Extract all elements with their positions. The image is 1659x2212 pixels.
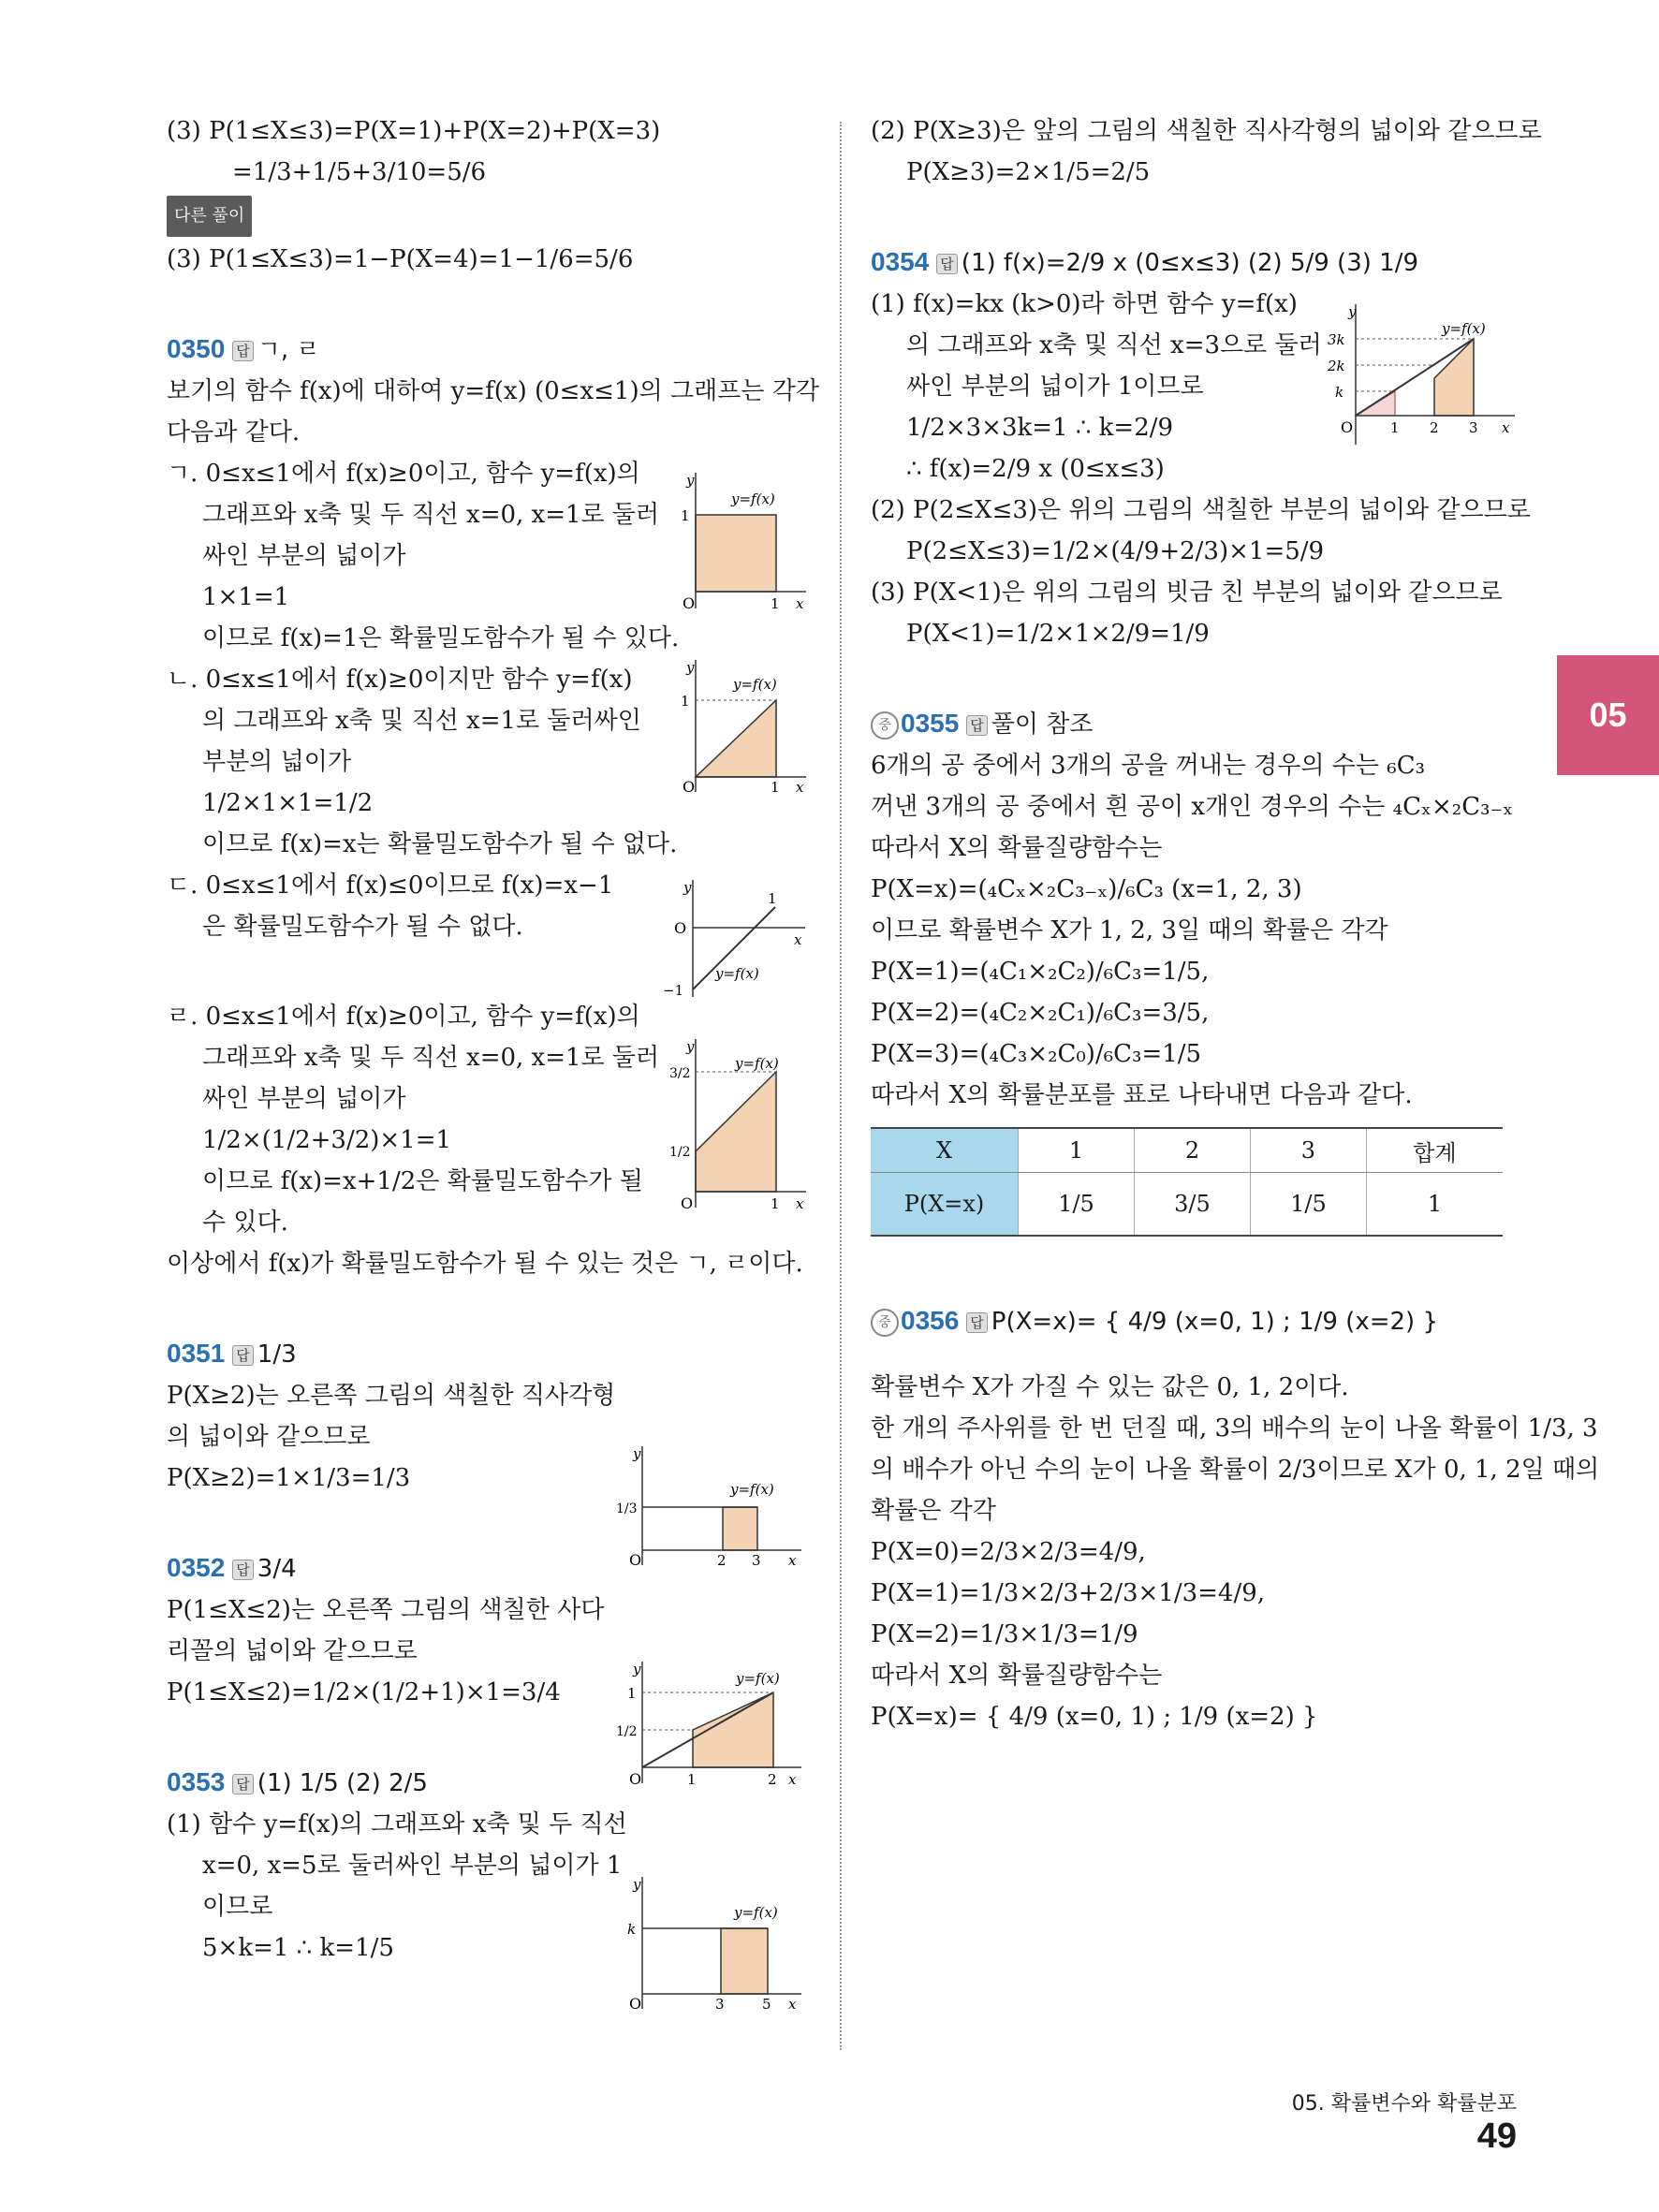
tick-x1: 1	[771, 779, 780, 796]
problem-number: 0351	[167, 1339, 226, 1368]
table-row	[871, 1128, 1503, 1173]
text-line	[871, 1451, 1600, 1488]
answer-text: P(X=x)= { 4/9 (x=0, 1) ; 1/9 (x=2) }	[991, 1308, 1438, 1336]
line-text: 1/2×3×3k=1 ∴ k=2/9	[906, 414, 1174, 442]
line-text: P(X<1)=1/2×1×2/9=1/9	[906, 620, 1210, 648]
answer-text: (1) f(x)=2/9 x (0≤x≤3) (2) 5/9 (3) 1/9	[961, 249, 1418, 277]
x-axis-label: x	[794, 931, 802, 948]
distribution-table	[871, 1127, 1503, 1237]
chapter-tab[interactable]: 05	[1557, 655, 1659, 775]
tick-k: k	[1335, 384, 1344, 401]
text-line	[167, 998, 813, 1035]
line-text: P(X=2)=(₄C₂×₂C₁)/₆C₃=3/5,	[871, 999, 1210, 1027]
fx-label: y=f(x)	[731, 491, 775, 507]
problem-heading	[167, 1335, 813, 1373]
tick-1: 1	[681, 507, 690, 524]
origin-label: O	[629, 1770, 642, 1788]
fx-label: y=f(x)	[733, 676, 777, 693]
line-text: P(X≥2)=1×1/3=1/3	[167, 1464, 411, 1492]
line-text: 보기의 함수 f(x)에 대하여 y=f(x) (0≤x≤1)의 그래프는 각각	[167, 377, 819, 405]
line-text: ㄷ. 0≤x≤1에서 f(x)≤0이므로 f(x)=x−1	[167, 872, 614, 900]
line-text: (2) P(2≤X≤3)은 위의 그림의 색칠한 부분의 넓이와 같으므로	[871, 496, 1531, 524]
problem-heading	[871, 243, 1517, 282]
line-text: P(1≤X≤2)=1/2×(1/2+1)×1=3/4	[167, 1678, 561, 1707]
line-text: 싸인 부분의 넓이가 1이므로	[906, 373, 1204, 401]
line-text: 그래프와 x축 및 두 직선 x=0, x=1로 둘러	[202, 1044, 660, 1072]
text-line	[871, 533, 1517, 570]
problem-heading	[871, 1302, 1517, 1340]
table-cell: 3/5	[1134, 1173, 1250, 1237]
line-text: 이므로 f(x)=x는 확률밀도함수가 될 수 없다.	[202, 830, 678, 858]
line-text: 그래프와 x축 및 두 직선 x=0, x=1로 둘러	[202, 501, 660, 529]
x-axis-label: x	[788, 1771, 797, 1788]
line-text: =1/3+1/5+3/10=5/6	[232, 158, 487, 186]
tick-x3: 3	[715, 1996, 725, 2013]
line-text: 1×1=1	[202, 583, 290, 611]
line-text: 다음과 같다.	[167, 418, 301, 447]
text-line	[871, 953, 1517, 990]
text-line	[871, 1698, 1517, 1736]
line-text: 따라서 X의 확률질량함수는	[871, 1662, 1163, 1690]
fx-label: y=f(x)	[736, 1670, 780, 1687]
line-text: 확률변수 X가 가질 수 있는 값은 0, 1, 2이다.	[871, 1373, 1349, 1401]
line-text: P(X=2)=1/3×1/3=1/9	[871, 1620, 1138, 1648]
line-text: 이므로	[202, 1893, 273, 1921]
text-line	[871, 615, 1517, 652]
line-text: P(X=0)=2/3×2/3=4/9,	[871, 1538, 1146, 1566]
spacer	[167, 282, 813, 306]
line-text: 6개의 공 중에서 3개의 공을 꺼내는 경우의 수는 ₆C₃	[871, 752, 1426, 780]
text-line	[871, 1369, 1517, 1406]
problem-number: 0352	[167, 1553, 226, 1582]
text-line	[871, 1657, 1517, 1694]
tick-3-2: 3/2	[669, 1066, 691, 1081]
text-line	[167, 1245, 813, 1282]
line-text: 따라서 X의 확률분포를 표로 나타내면 다음과 같다.	[871, 1081, 1413, 1109]
line-text: ㄴ. 0≤x≤1에서 f(x)≥0이지만 함수 y=f(x)	[167, 666, 633, 694]
tick-x3: 3	[752, 1552, 761, 1568]
text-line	[167, 241, 813, 278]
text-line	[167, 1377, 813, 1414]
y-axis-label: y	[633, 1661, 641, 1677]
table-row-header: X	[871, 1128, 1019, 1173]
text-line	[167, 826, 813, 863]
origin-label: O	[629, 1995, 642, 2013]
answer-badge: 답	[936, 254, 958, 274]
tick-neg1: −1	[663, 982, 684, 999]
line-text: 이상에서 f(x)가 확률밀도함수가 될 수 있는 것은 ㄱ, ㄹ이다.	[167, 1250, 803, 1278]
tick-x3: 3	[1469, 419, 1478, 436]
answer-text: (1) 1/5 (2) 2/5	[257, 1769, 428, 1797]
spacer	[871, 1344, 1517, 1369]
distribution-table-wrap	[871, 1127, 1517, 1237]
table-cell: 1/5	[1019, 1173, 1135, 1237]
table-cell: 합계	[1366, 1128, 1503, 1173]
text-line	[871, 1533, 1517, 1571]
line-text: 의 그래프와 x축 및 직선 x=1로 둘러싸인	[202, 707, 641, 735]
table-cell: 1	[1366, 1173, 1503, 1237]
origin-label: O	[683, 594, 696, 612]
tick-x1: 1	[687, 1771, 697, 1788]
table-row-header: P(X=x)	[871, 1173, 1019, 1237]
line-text: 싸인 부분의 넓이가	[202, 542, 406, 570]
x-axis-label: x	[796, 1195, 804, 1212]
graph-0350-d	[668, 1034, 808, 1212]
table-row	[871, 1173, 1503, 1237]
x-axis-label: x	[788, 1552, 797, 1568]
x-axis-label: x	[796, 779, 804, 796]
text-line	[167, 620, 813, 657]
problem-heading	[871, 705, 1517, 743]
fx-label: y=f(x)	[1442, 320, 1486, 337]
problem-number: 0350	[167, 334, 226, 363]
x-axis-label: x	[1502, 419, 1510, 436]
line-text: 수 있다.	[202, 1209, 288, 1237]
tick-2k: 2k	[1328, 358, 1345, 374]
line-text: 1/2×(1/2+3/2)×1=1	[202, 1126, 452, 1154]
text-line	[871, 112, 1542, 150]
line-text: 싸인 부분의 넓이가	[202, 1085, 406, 1113]
text-line	[871, 829, 1517, 867]
line-text: 5×k=1 ∴ k=1/5	[202, 1934, 394, 1962]
y-axis-label: y	[686, 1038, 695, 1055]
answer-text: 3/4	[257, 1555, 297, 1583]
line-text: 의 배수가 아닌 수의 눈이 나올 확률이 2/3이므로 X가 0, 1, 2일 때의	[871, 1456, 1600, 1484]
line-text: (1) f(x)=kx (k>0)라 하면 함수 y=f(x)	[871, 290, 1298, 318]
origin-label: O	[1341, 418, 1354, 436]
line-text: P(X=3)=(₄C₃×₂C₀)/₆C₃=1/5	[871, 1040, 1202, 1068]
line-text: P(X≥3)=2×1/5=2/5	[906, 158, 1151, 186]
table-cell: 2	[1134, 1128, 1250, 1173]
table-cell: 3	[1250, 1128, 1366, 1173]
origin-label: O	[681, 1194, 694, 1212]
graph-0350-c	[655, 875, 810, 1002]
line-text: (1) 함수 y=f(x)의 그래프와 x축 및 두 직선	[167, 1810, 627, 1838]
problem-number: 0356	[901, 1306, 960, 1335]
y-axis-label: y	[1348, 303, 1357, 320]
line-text: (2) P(X≥3)은 앞의 그림의 색칠한 직사각형의 넓이와 같으므로	[871, 117, 1542, 145]
spacer	[167, 1286, 813, 1311]
line-text: P(X=1)=(₄C₁×₂C₂)/₆C₃=1/5,	[871, 958, 1210, 986]
text-line	[167, 112, 813, 150]
text-line	[167, 1591, 813, 1629]
line-text: P(2≤X≤3)=1/2×(4/9+2/3)×1=5/9	[906, 537, 1325, 565]
graph-0353	[614, 1872, 806, 2013]
line-text: 따라서 X의 확률질량함수는	[871, 834, 1163, 862]
text-line	[871, 1077, 1517, 1114]
difficulty-mark: 중	[871, 1309, 899, 1337]
y-axis-label: y	[683, 879, 692, 896]
tick-1: 1	[681, 693, 690, 710]
tick-1-2: 1/2	[669, 1145, 691, 1160]
line-text: 은 확률밀도함수가 될 수 없다.	[202, 913, 523, 941]
line-text: 의 넓이와 같으므로	[167, 1423, 371, 1451]
alt-solution-row	[167, 195, 813, 237]
origin-label: O	[683, 778, 696, 796]
text-line	[167, 154, 813, 191]
line-text: (3) P(1≤X≤3)=1−P(X=4)=1−1/6=5/6	[167, 245, 634, 273]
line-text: ㄹ. 0≤x≤1에서 f(x)≥0이고, 함수 y=f(x)의	[167, 1003, 640, 1031]
text-line	[871, 1492, 1517, 1530]
line-text: (3) P(X<1)은 위의 그림의 빗금 친 부분의 넓이와 같으므로	[871, 579, 1503, 607]
answer-badge: 답	[232, 1774, 254, 1795]
graph-0351	[614, 1442, 806, 1568]
answer-badge: 답	[232, 1345, 254, 1366]
answer-badge: 답	[966, 715, 988, 736]
y-axis-label: y	[633, 1876, 641, 1893]
y-axis-label: y	[633, 1445, 641, 1462]
line-text: (3) P(1≤X≤3)=P(X=1)+P(X=2)+P(X=3)	[167, 117, 661, 145]
line-text: ㄱ. 0≤x≤1에서 f(x)≥0이고, 함수 y=f(x)의	[167, 460, 640, 488]
x-axis-label: x	[788, 1996, 797, 2013]
origin-label: O	[629, 1551, 642, 1568]
y-axis-label: y	[686, 472, 695, 489]
fx-label: y=f(x)	[730, 1481, 774, 1498]
graph-0350-b	[668, 655, 808, 796]
line-text: 꺼낸 3개의 공 중에서 흰 공이 x개인 경우의 수는 ₄Cₓ×₂C₃₋ₓ	[871, 793, 1514, 821]
text-line	[871, 450, 1517, 488]
spacer	[871, 195, 1517, 219]
text-line	[871, 1575, 1517, 1612]
problem-number: 0353	[167, 1767, 226, 1796]
footer-chapter: 05. 확률변수와 확률분포	[1291, 2092, 1517, 2116]
tick-x2: 2	[1430, 419, 1439, 436]
tick-3k: 3k	[1328, 331, 1345, 348]
problem-number: 0354	[871, 247, 930, 276]
tick-x1: 1	[1390, 419, 1400, 436]
line-text: 이므로 확률변수 X가 1, 2, 3일 때의 확률은 각각	[871, 916, 1388, 945]
text-line	[871, 994, 1517, 1032]
problem-number: 0355	[901, 709, 960, 738]
line-text: 1/2×1×1=1/2	[202, 789, 374, 817]
text-line	[871, 1410, 1598, 1447]
line-text: P(X=x)= { 4/9 (x=0, 1) ; 1/9 (x=2) }	[871, 1703, 1318, 1731]
line-text: 의 그래프와 x축 및 직선 x=3으로 둘러	[906, 331, 1322, 359]
tick-k: k	[627, 1921, 637, 1938]
x-axis-label: x	[796, 595, 804, 612]
line-text: P(X=1)=1/3×2/3+2/3×1/3=4/9,	[871, 1579, 1266, 1607]
tick-x5: 5	[762, 1996, 771, 2013]
fx-label: y=f(x)	[735, 1055, 779, 1072]
text-line	[871, 1616, 1517, 1653]
graph-0352	[614, 1657, 806, 1788]
page-footer	[1255, 2087, 1517, 2157]
tick-x1: 1	[771, 595, 780, 612]
line-text: 한 개의 주사위를 한 번 던질 때, 3의 배수의 눈이 나올 확률이 1/3, 3	[871, 1414, 1598, 1443]
line-text: x=0, x=5로 둘러싸인 부분의 넓이가 1	[202, 1852, 623, 1880]
answer-badge: 답	[966, 1312, 988, 1333]
text-line	[167, 373, 819, 410]
line-text: 부분의 넓이가	[202, 748, 351, 776]
text-line	[871, 154, 1517, 191]
line-text: P(X=x)=(₄Cₓ×₂C₃₋ₓ)/₆C₃ (x=1, 2, 3)	[871, 875, 1302, 903]
y-axis-label: y	[686, 659, 695, 676]
text-line	[871, 912, 1517, 949]
page-number: 49	[1476, 2117, 1517, 2156]
line-text: 이므로 f(x)=1은 확률밀도함수가 될 수 있다.	[202, 624, 680, 652]
table-cell: 1/5	[1250, 1173, 1366, 1237]
text-line	[871, 1035, 1517, 1073]
text-line	[167, 414, 813, 451]
problem-heading	[167, 330, 813, 369]
text-line	[167, 1806, 813, 1843]
difficulty-mark: 중	[871, 711, 899, 740]
fx-label: y=f(x)	[715, 965, 759, 982]
line-text: ∴ f(x)=2/9 x (0≤x≤3)	[906, 455, 1165, 483]
text-line	[871, 788, 1517, 826]
column-divider	[840, 122, 842, 2050]
tick-1-2: 1/2	[616, 1724, 638, 1739]
line-text: P(1≤X≤2)는 오른쪽 그림의 색칠한 사다	[167, 1596, 605, 1624]
text-line	[871, 491, 1531, 529]
line-text: P(X≥2)는 오른쪽 그림의 색칠한 직사각형	[167, 1382, 616, 1410]
line-text: 확률은 각각	[871, 1497, 996, 1525]
tick-1-3: 1/3	[616, 1502, 638, 1516]
table-cell: 1	[1019, 1128, 1135, 1173]
tick-1: 1	[627, 1685, 637, 1702]
text-line	[871, 871, 1517, 908]
answer-badge: 답	[232, 1560, 254, 1580]
spacer	[871, 1253, 1517, 1278]
tick-x2: 2	[717, 1552, 727, 1568]
alt-solution-badge: 다른 풀이	[167, 196, 252, 237]
origin-label: O	[674, 919, 687, 937]
line-text: 리꼴의 넓이와 같으므로	[167, 1637, 418, 1665]
tick-x1: 1	[771, 1195, 780, 1212]
spacer	[871, 656, 1517, 681]
text-line	[871, 574, 1517, 611]
answer-text: ㄱ, ㄹ	[257, 336, 320, 364]
graph-0350-a	[668, 468, 808, 618]
answer-text: 1/3	[257, 1340, 297, 1369]
graph-0354	[1322, 300, 1519, 449]
fx-label: y=f(x)	[734, 1904, 778, 1921]
answer-text: 풀이 참조	[991, 710, 1094, 739]
tick-x1: 1	[768, 890, 777, 907]
text-line	[871, 747, 1517, 784]
answer-badge: 답	[232, 341, 254, 361]
line-text: 이므로 f(x)=x+1/2은 확률밀도함수가 될	[202, 1167, 643, 1195]
tick-x2: 2	[768, 1771, 777, 1788]
